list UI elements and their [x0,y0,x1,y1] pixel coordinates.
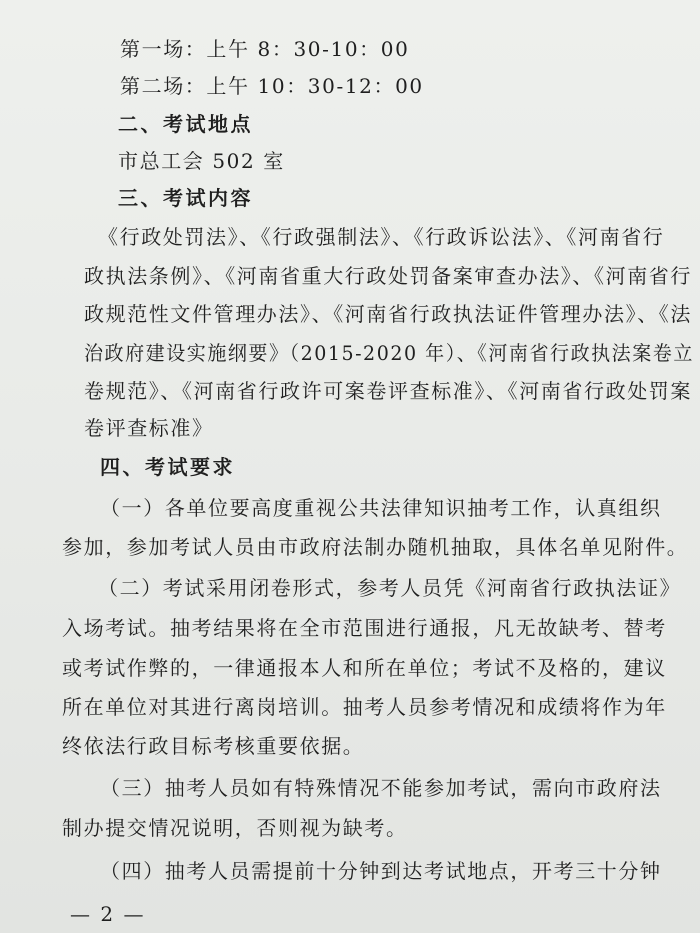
section-4-line: （二）考试采用闭卷形式，参考人员凭《河南省行政执法证》 [98,576,682,600]
section-2-heading: 二、考试地点 [118,112,253,136]
section-3-line: 《行政处罚法》、《行政强制法》、《行政诉讼法》、《河南省行 [98,225,665,249]
section-4-line: 所在单位对其进行离岗培训。抽考人员参考情况和成绩将作为年 [62,695,667,719]
section-3-line: 政规范性文件管理办法》、《河南省行政执法证件管理办法》、《法 [84,302,692,326]
section-3-heading: 三、考试内容 [118,186,253,210]
section-4-heading: 四、考试要求 [100,455,235,479]
section-4-line: （三）抽考人员如有特殊情况不能参加考试，需向市政府法 [100,776,662,800]
section-4-line: 参加，参加考试人员由市政府法制办随机抽取，具体名单见附件。 [62,535,689,559]
section-3-line: 卷规范》、《河南省行政许可案卷评查标准》、《河南省行政处罚案 [84,379,692,403]
section-4-line: 终依法行政目标考核重要依据。 [62,734,365,758]
section-4-line: 或考试作弊的，一律通报本人和所在单位；考试不及格的，建议 [62,656,667,680]
section-4-line: （一）各单位要高度重视公共法律知识抽考工作，认真组织 [100,496,662,520]
schedule-session-1: 第一场：上午 8：30-10：00 [120,37,410,61]
section-4-line: （四）抽考人员需提前十分钟到达考试地点，开考三十分钟 [100,859,662,883]
section-4-line: 入场考试。抽考结果将在全市范围进行通报，凡无故缺考、替考 [62,616,667,640]
section-2-content: 市总工会 502 室 [118,149,285,173]
schedule-session-2: 第二场：上午 10：30-12：00 [120,74,424,98]
section-3-line: 治政府建设实施纲要》（2015-2020 年）、《河南省行政执法案卷立 [84,341,694,365]
section-4-line: 制办提交情况说明，否则视为缺考。 [62,816,408,840]
page-number: — 2 — [70,902,146,926]
section-3-line: 卷评查标准》 [84,416,214,440]
section-3-line: 政执法条例》、《河南省重大行政处罚备案审查办法》、《河南省行 [84,264,692,288]
